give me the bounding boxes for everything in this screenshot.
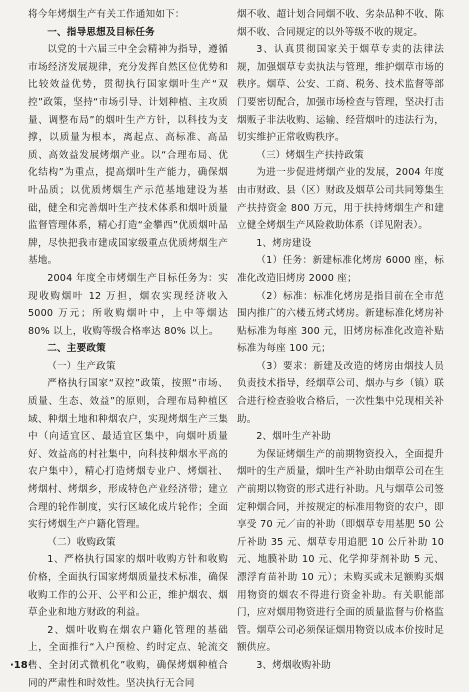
paragraph: 严格执行国家“双控”政策，按照“市场、质量、生态、效益”的原则，合理布局种植区域、种烟土地和种烟农户，实现烤烟生产三集中（向适宜区、最适宜区集中，向烟叶质量好、效益高的村社集中，向科技种烟水平高的农户集中），精心打造烤烟专业户、烤烟社、烤烟村、烤烟乡，形成特色产业经济带；建立合理的轮作制度，实行区域化成片轮作；全面实行烤烟生产户籍化管理。 (28, 378, 228, 531)
paragraph: 3、认真贯彻国家关于烟草专卖的法律法规，加强烟草专卖执法与管理，维护烟草市场的秩序。烟草、公安、工商、税务、技术监督等部门要密切配合，加强市场检查与管理，坚决打击烟贩子非法收购、运输、经营烟叶的违法行为，切实维护正常收购秩序。 (237, 44, 444, 144)
section-heading: 一、指导思想及目标任务 (47, 26, 155, 38)
paragraph: 以党的十六届三中全会精神为指导，遵循市场经济发展规律，充分发挥自然区位优势和比较效益优势，贯彻执行国家烟叶生产“双控”政策，坚持“市场引导、计划种植、主攻质量、调整布局”的烟叶生产方针，以科技为支撑，以质量为根本，离起点、高标准、高品质、高效益发展烤烟产业。以“合理布局、优化结构”为重点，提高烟叶生产能力，确保烟叶品质；以优质烤烟生产示范基地建设为基础，健全和完善烟叶生产技术体系和烟叶质量监督管理体系，精心打造“金攀西”优质烟叶品牌，尽快把我市建成国家级重点优质烤烟生产基地。 (28, 44, 228, 267)
section-heading: 二、主要政策 (47, 343, 106, 355)
paragraph: （一）生产政策 (47, 360, 116, 372)
left-column (28, 6, 228, 692)
paragraph: 2004 年度全市烤烟生产目标任务为：实现收购烟叶 12 万担，烟农实现经济收入 5000 万元；所收购烟叶中，上中等烟达 80% 以上，收购等级合格率达 80% 以上。 (28, 272, 228, 337)
paragraph: 1、烤房建设 (256, 237, 312, 249)
paragraph: 为进一步促进烤烟产业的发展，2004 年度由市财政、县（区）财政及烟草公司共同筹集生产扶持资金 800 万元，用于扶持烤烟生产和建立健全烤烟生产风险救助体系（详见附表）。 (237, 167, 444, 232)
paragraph: 烟不收、超计划合同烟不收、劣杂品种不收、陈烟不收、合同规定的以外等级不收的规定。 (237, 9, 444, 38)
paragraph: 为保证烤烟生产的前期物资投入，全面提升烟叶的生产质量，烟叶生产补助由烟草公司在生产前期以物资的形式进行补助。凡与烟草公司签定种烟合同，并按规定的标准用物资的农户，即享受 70 元／亩的补助（即烟草专用基肥 50 公斤补助 35 元、烟草专用追肥 10 公斤补助 10 元、地膜补助 10 元、化学抑芽剂补助 5 元、漂浮育苗补助 10 元）；未购买或未足额购买烟用物资的烟农不得进行资金补助。有关职能部门，应对烟用物资进行全面的质量监督与价格监管。烟草公司必须保证烟用物资以成本价按时足额供应。 (237, 448, 444, 654)
paragraph: （1）任务：新建标准化烤房 6000 座，标准化改造旧烤房 2000 座； (237, 255, 444, 284)
paragraph: 1、严格执行国家的烟叶收购方针和收购价格，全面执行国家烤烟质量技术标准，确保收购工作的公开、公平和公正，维护烟农、烟草企业和地方财政的利益。 (28, 554, 228, 619)
paragraph: （3）要求：新建及改造的烤房由烟技人员负责技术指导，经烟草公司、烟办与乡（镇）联合进行检查验收合格后，一次性集中兑现相关补助。 (237, 360, 444, 425)
right-column (237, 6, 444, 675)
paragraph: 2、烟叶收购在烟农户籍化管理的基础上，全面推行“入户预检、约时定点、轮流交售、全封闭式微机化”收购，确保烤烟种植合同的严肃性和时效性。坚决执行无合同 (28, 624, 228, 689)
paragraph: （二）收购政策 (47, 536, 116, 548)
page-number: ·18· (10, 660, 32, 671)
paragraph: 将今年烤烟生产有关工作通知如下： (28, 9, 185, 20)
paragraph: 3、烤烟收购补助 (256, 659, 332, 671)
paragraph: 2、烟叶生产补助 (256, 431, 332, 443)
paragraph: （三）烤烟生产扶持政策 (256, 149, 364, 161)
paragraph: （2）标准：标准化烤房是指目前在全市范围内推广的六楼五烤式烤房。新建标准化烤房补贴标准为每座 300 元，旧烤房标准化改造补贴标准为每座 100 元； (237, 290, 444, 355)
